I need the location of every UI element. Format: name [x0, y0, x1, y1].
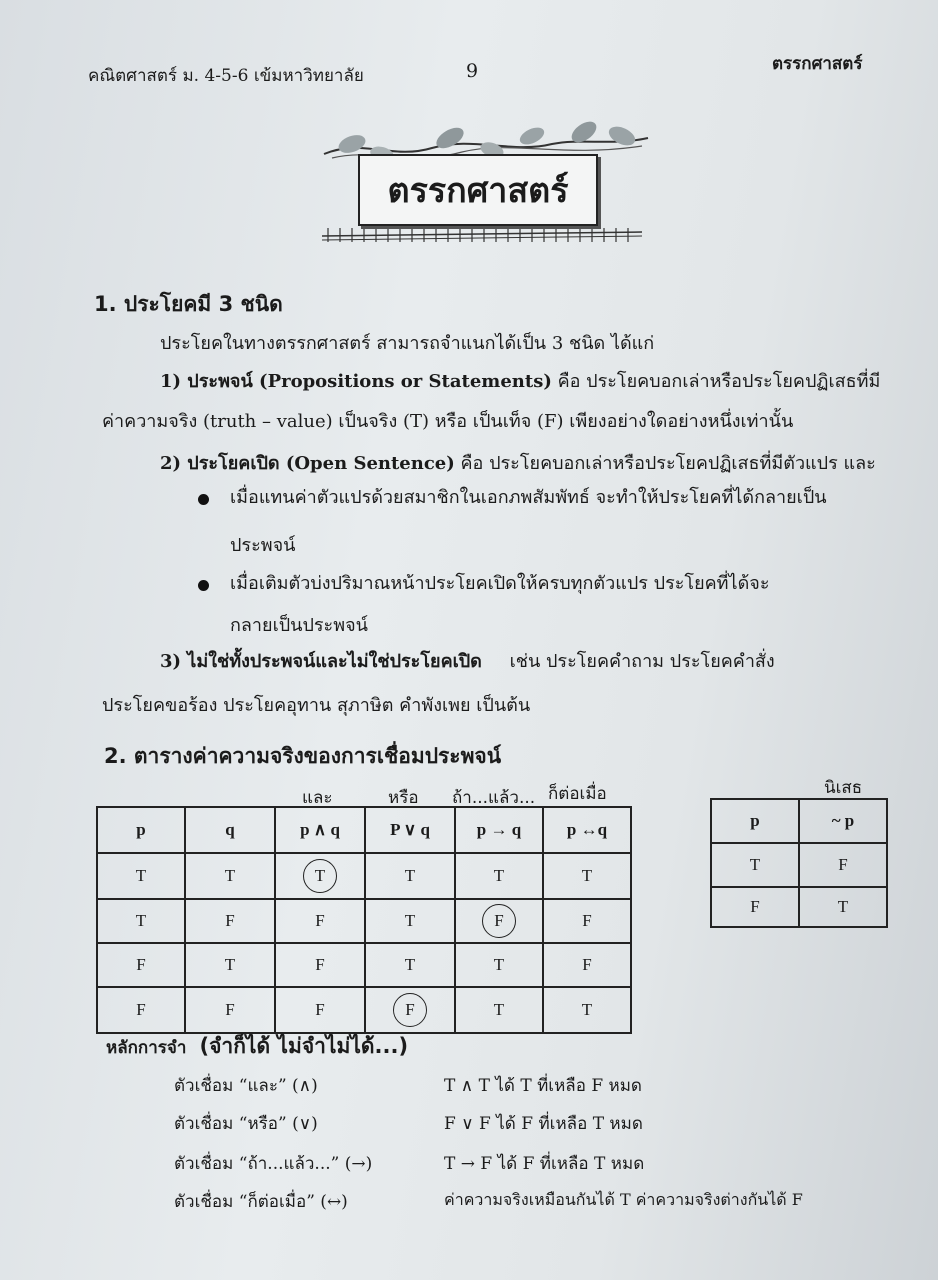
section1-heading: 1. ประโยคมี 3 ชนิด — [94, 292, 283, 316]
truth-table — [96, 806, 632, 1034]
table-cell: T — [455, 853, 543, 899]
table-cell: T — [365, 943, 455, 987]
table-cell: T — [455, 987, 543, 1033]
table-cell: F — [97, 943, 185, 987]
item2-line — [160, 448, 876, 477]
section1-intro: ประโยคในทางตรรกศาสตร์ สามารถจำแนกได้เป็น 3 ชนิด ได้แก่ — [160, 333, 655, 354]
bullet2-text: เมื่อเติมตัวบ่งปริมาณหน้าประโยคเปิดให้ครบทุกตัวแปร ประโยคที่ได้จะ — [230, 573, 770, 594]
table-cell: T — [97, 899, 185, 943]
header-cell: p — [711, 799, 799, 843]
table-row — [711, 887, 887, 927]
header-cell: ~ p — [799, 799, 887, 843]
caption-negation: นิเสธ — [824, 778, 863, 798]
table-cell: F — [711, 887, 799, 927]
circled-value: F — [482, 904, 516, 938]
item3-label: 3) ไม่ใช่ทั้งประพจน์และไม่ใช่ประโยคเปิด — [160, 651, 482, 672]
table-cell: T — [365, 853, 455, 899]
header-cell: P ∨ q — [365, 807, 455, 853]
bullet1-text: เมื่อแทนค่าตัวแปรด้วยสมาชิกในเอกภพสัมพัทธ์ จะทำให้ประโยคที่ได้กลายเป็น — [230, 487, 827, 508]
rule-right: ค่าความจริงเหมือนกันได้ T ค่าความจริงต่างกันได้ F — [444, 1190, 803, 1209]
table-cell: T — [799, 887, 887, 927]
bullet-icon — [198, 580, 209, 591]
title-banner — [322, 118, 652, 248]
caption-or: หรือ — [388, 788, 419, 808]
memory-heading — [106, 1030, 408, 1063]
rule-left: ตัวเชื่อม “ก็ต่อเมื่อ” (↔) — [174, 1192, 348, 1212]
item3-line — [160, 646, 775, 675]
table-header-row — [711, 799, 887, 843]
table-cell: F — [275, 987, 365, 1033]
table-cell: T — [543, 853, 631, 899]
item3-text-cont: ประโยคขอร้อง ประโยคอุทาน สุภาษิต คำพังเพย เป็นต้น — [102, 695, 531, 716]
item1-label: 1) ประพจน์ (Propositions or Statements) — [160, 371, 552, 392]
table-row — [97, 899, 631, 943]
bullet1-text-cont: ประพจน์ — [230, 535, 296, 556]
table-cell: T — [97, 853, 185, 899]
rule-right: T → F ได้ F ที่เหลือ T หมด — [444, 1154, 645, 1174]
header-cell: p ∧ q — [275, 807, 365, 853]
table-cell: T — [185, 853, 275, 899]
table-cell: T — [543, 987, 631, 1033]
item2-label: 2) ประโยคเปิด (Open Sentence) — [160, 453, 455, 474]
rule-right: F ∨ F ได้ F ที่เหลือ T หมด — [444, 1114, 643, 1134]
item1-text: คือ ประโยคบอกเล่าหรือประโยคปฏิเสธที่มี — [557, 371, 881, 392]
rule-left: ตัวเชื่อม “ถ้า...แล้ว...” (→) — [174, 1154, 373, 1174]
negation-table — [710, 798, 888, 928]
memory-label: หลักการจำ — [106, 1038, 187, 1058]
table-cell: F — [799, 843, 887, 887]
table-cell: T — [185, 943, 275, 987]
table-cell: F — [97, 987, 185, 1033]
table-row — [97, 853, 631, 899]
table-row — [97, 987, 631, 1033]
table-cell — [365, 987, 455, 1033]
table-cell: F — [543, 943, 631, 987]
table-row — [711, 843, 887, 887]
rule-left: ตัวเชื่อม “และ” (∧) — [174, 1076, 318, 1096]
table-cell: F — [275, 943, 365, 987]
table-cell: T — [455, 943, 543, 987]
caption-iff: ก็ต่อเมื่อ — [548, 784, 607, 804]
header-book-title: คณิตศาสตร์ ม. 4-5-6 เข้มหาวิทยาลัย — [88, 66, 364, 86]
table-cell — [275, 853, 365, 899]
circled-value: T — [303, 859, 337, 893]
bullet2-text-cont: กลายเป็นประพจน์ — [230, 615, 368, 636]
circled-value: F — [393, 993, 427, 1027]
table-cell: F — [185, 899, 275, 943]
table-row — [97, 943, 631, 987]
header-cell: p → q — [455, 807, 543, 853]
memory-slogan: (จำก็ได้ ไม่จำไม่ได้...) — [199, 1034, 409, 1058]
table-cell: F — [543, 899, 631, 943]
caption-if-then: ถ้า...แล้ว... — [452, 788, 536, 808]
header-chapter: ตรรกศาสตร์ — [772, 54, 863, 74]
table-cell: T — [711, 843, 799, 887]
table-cell: T — [365, 899, 455, 943]
table-cell: F — [185, 987, 275, 1033]
item2-text: คือ ประโยคบอกเล่าหรือประโยคปฏิเสธที่มีตัวแปร และ — [460, 453, 876, 474]
header-cell: q — [185, 807, 275, 853]
header-cell: p — [97, 807, 185, 853]
table-cell — [455, 899, 543, 943]
rule-left: ตัวเชื่อม “หรือ” (∨) — [174, 1114, 318, 1134]
table-header-row — [97, 807, 631, 853]
caption-and: และ — [302, 788, 333, 808]
rule-right: T ∧ T ได้ T ที่เหลือ F หมด — [444, 1076, 642, 1096]
item1-line — [160, 366, 880, 395]
chapter-title: ตรรกศาสตร์ — [358, 154, 598, 226]
table-cell: F — [275, 899, 365, 943]
section2-heading: 2. ตารางค่าความจริงของการเชื่อมประพจน์ — [104, 744, 502, 768]
header-cell: p ↔q — [543, 807, 631, 853]
bullet-icon — [198, 494, 209, 505]
item1-text-cont: ค่าความจริง (truth – value) เป็นจริง (T) หรือ เป็นเท็จ (F) เพียงอย่างใดอย่างหนึ่งเท่านั้น — [102, 411, 794, 432]
item3-text: เช่น ประโยคคำถาม ประโยคคำสั่ง — [509, 651, 775, 672]
page-number: 9 — [466, 60, 479, 82]
